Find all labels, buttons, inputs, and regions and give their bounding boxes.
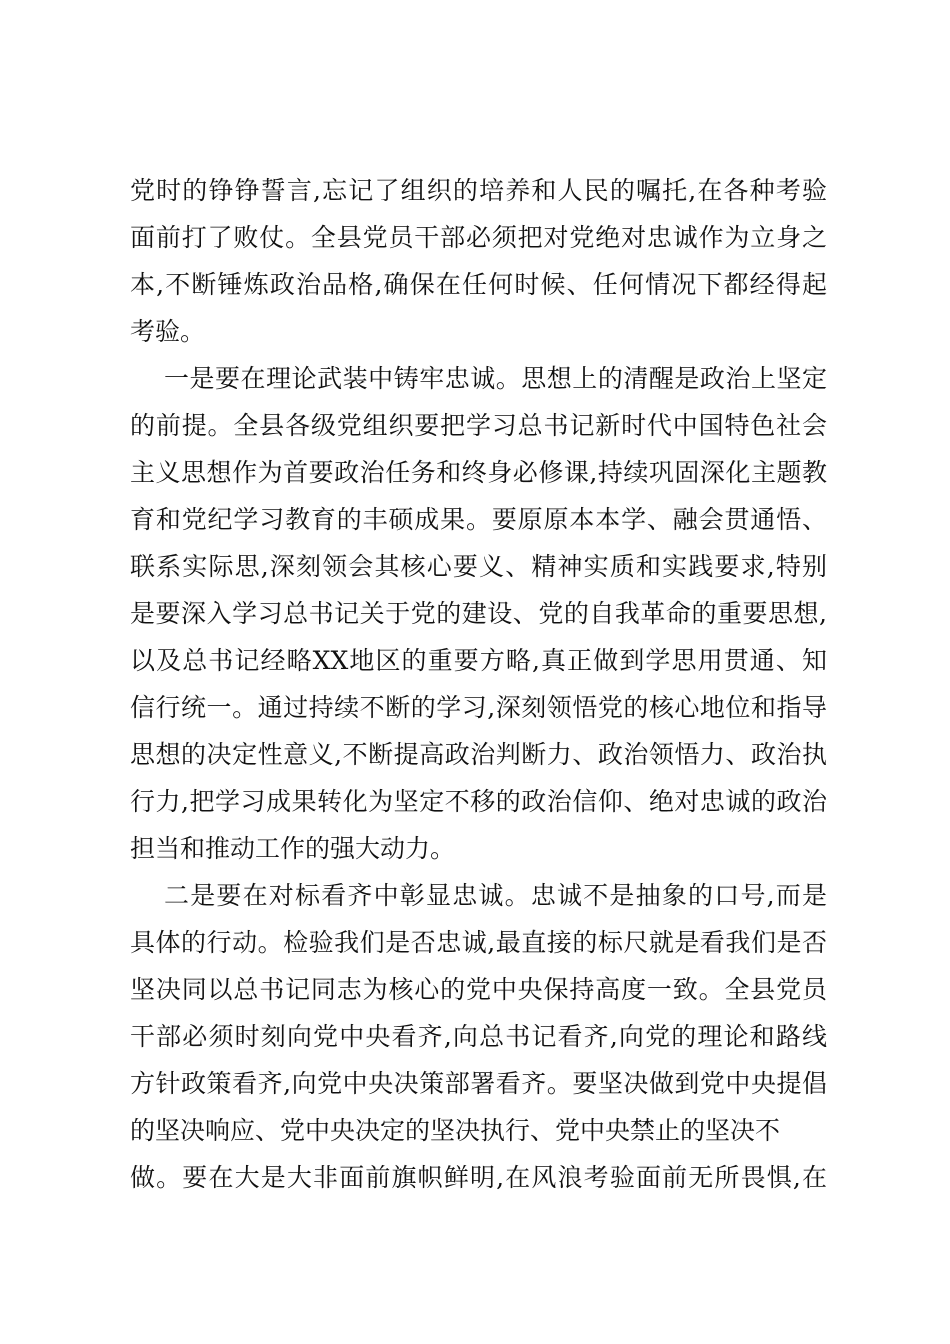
text-line: 方针政策看齐,向党中央决策部署看齐。要坚决做到党中央提倡: [130, 1069, 827, 1098]
text-line: 做。要在大是大非面前旗帜鲜明,在风浪考验面前无所畏惧,在: [130, 1163, 827, 1192]
text-line: 面前打了败仗。全县党员干部必须把对党绝对忠诚作为立身之: [130, 223, 827, 252]
paragraph-3: [130, 872, 827, 1201]
document-body: [130, 167, 827, 1201]
text-line: 以及总书记经略XX地区的重要方略,真正做到学思用贯通、知: [130, 646, 827, 675]
text-line: 信行统一。通过持续不断的学习,深刻领悟党的核心地位和指导: [130, 693, 827, 722]
text-line: 坚决同以总书记同志为核心的党中央保持高度一致。全县党员: [130, 975, 827, 1004]
text-line: 思想的决定性意义,不断提高政治判断力、政治领悟力、政治执: [130, 740, 827, 769]
text-line: 主义思想作为首要政治任务和终身必修课,持续巩固深化主题教: [130, 458, 827, 487]
text-line: 二是要在对标看齐中彰显忠诚。忠诚不是抽象的口号,而是: [164, 881, 827, 910]
text-line: 担当和推动工作的强大动力。: [130, 834, 456, 863]
text-line: 一是要在理论武装中铸牢忠诚。思想上的清醒是政治上坚定: [164, 364, 827, 393]
text-line: 党时的铮铮誓言,忘记了组织的培养和人民的嘱托,在各种考验: [130, 176, 827, 205]
paragraph-1: [130, 167, 827, 355]
text-line: 联系实际思,深刻领会其核心要义、精神实质和实践要求,特别: [130, 552, 827, 581]
text-line: 行力,把学习成果转化为坚定不移的政治信仰、绝对忠诚的政治: [130, 787, 827, 816]
text-line: 考验。: [130, 317, 206, 346]
paragraph-2: [130, 355, 827, 872]
text-line: 的前提。全县各级党组织要把学习总书记新时代中国特色社会: [130, 411, 827, 440]
text-line: 具体的行动。检验我们是否忠诚,最直接的标尺就是看我们是否: [130, 928, 827, 957]
text-line: 本,不断锤炼政治品格,确保在任何时候、任何情况下都经得起: [130, 270, 827, 299]
text-line: 是要深入学习总书记关于党的建设、党的自我革命的重要思想,: [130, 599, 827, 628]
text-line: 的坚决响应、党中央决定的坚决执行、党中央禁止的坚决不: [130, 1116, 781, 1145]
text-line: 干部必须时刻向党中央看齐,向总书记看齐,向党的理论和路线: [130, 1022, 827, 1051]
text-line: 育和党纪学习教育的丰硕成果。要原原本本学、融会贯通悟、: [130, 505, 827, 534]
